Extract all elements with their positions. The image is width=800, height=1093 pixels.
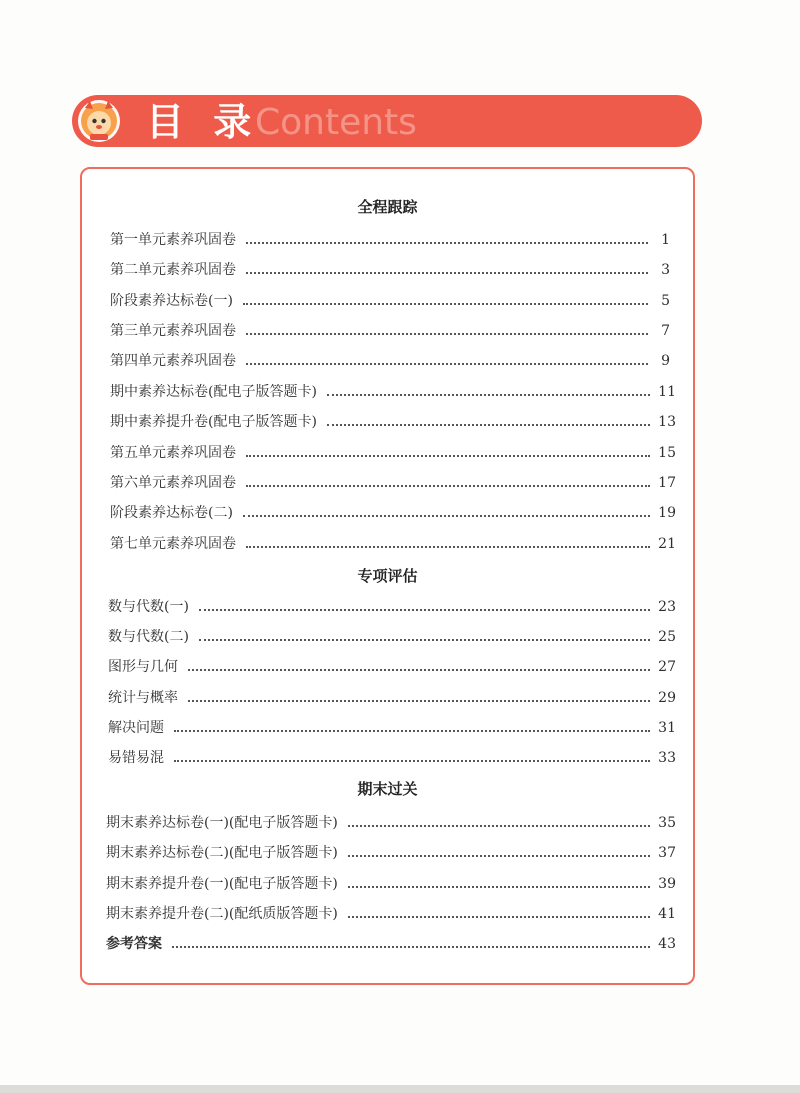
toc-item-label: 数与代数(一) xyxy=(108,599,189,615)
toc-item[interactable] xyxy=(106,843,676,863)
toc-item[interactable] xyxy=(110,260,670,280)
toc-item[interactable] xyxy=(110,382,676,402)
toc-item-label: 第三单元素养巩固卷 xyxy=(110,323,236,339)
toc-item-page: 7 xyxy=(661,323,670,339)
section-heading: 期末过关 xyxy=(357,780,418,798)
toc-item[interactable] xyxy=(110,351,670,371)
leader-dots xyxy=(243,515,650,517)
toc-item-label: 第四单元素养巩固卷 xyxy=(110,353,236,369)
leader-dots xyxy=(246,546,650,548)
toc-item-page: 11 xyxy=(658,384,676,400)
toc-item[interactable] xyxy=(106,904,676,924)
toc-item-page: 25 xyxy=(658,629,676,645)
toc-item-label: 期末素养提升卷(一)(配电子版答题卡) xyxy=(106,876,338,892)
toc-item-label: 第六单元素养巩固卷 xyxy=(110,475,236,491)
toc-item-label: 统计与概率 xyxy=(108,690,178,706)
leader-dots xyxy=(188,700,650,702)
toc-item-page: 15 xyxy=(658,445,676,461)
leader-dots xyxy=(348,825,650,827)
toc-item-label: 期末素养达标卷(一)(配电子版答题卡) xyxy=(106,815,338,831)
toc-item-label: 期末素养达标卷(二)(配电子版答题卡) xyxy=(106,845,338,861)
leader-dots xyxy=(348,916,650,918)
toc-item-page: 9 xyxy=(661,353,670,369)
toc-item-label: 期中素养达标卷(配电子版答题卡) xyxy=(110,384,317,400)
leader-dots xyxy=(174,760,650,762)
toc-item-label: 第五单元素养巩固卷 xyxy=(110,445,236,461)
page-bottom-edge xyxy=(0,1085,800,1093)
toc-item-label: 图形与几何 xyxy=(108,659,178,675)
toc-item[interactable] xyxy=(110,503,676,523)
leader-dots xyxy=(188,669,650,671)
toc-item-page: 35 xyxy=(658,815,676,831)
toc-item-page: 33 xyxy=(658,750,676,766)
toc-item-page: 37 xyxy=(658,845,676,861)
toc-item-label: 期末素养提升卷(二)(配纸质版答题卡) xyxy=(106,906,338,922)
toc-item-page: 3 xyxy=(661,262,670,278)
toc-item-page: 23 xyxy=(658,599,676,615)
leader-dots xyxy=(199,609,650,611)
page-title: 目 录 xyxy=(146,100,260,144)
toc-item-page: 17 xyxy=(658,475,676,491)
toc-item[interactable] xyxy=(110,473,676,493)
leader-dots xyxy=(327,424,650,426)
toc-item[interactable] xyxy=(108,597,676,617)
toc-item-answers[interactable] xyxy=(106,934,676,954)
leader-dots xyxy=(199,639,650,641)
leader-dots xyxy=(246,333,648,335)
toc-item[interactable] xyxy=(106,874,676,894)
toc-item-label: 阶段素养达标卷(二) xyxy=(110,505,233,521)
toc-item-page: 43 xyxy=(658,936,676,952)
toc-item-label: 第七单元素养巩固卷 xyxy=(110,536,236,552)
toc-item[interactable] xyxy=(108,627,676,647)
leader-dots xyxy=(243,303,648,305)
leader-dots xyxy=(246,485,650,487)
toc-item[interactable] xyxy=(108,688,676,708)
toc-item-page: 5 xyxy=(661,293,670,309)
toc-item-label: 第一单元素养巩固卷 xyxy=(110,232,236,248)
toc-item-label: 数与代数(二) xyxy=(108,629,189,645)
page-title-english: Contents xyxy=(255,102,417,143)
toc-item[interactable] xyxy=(106,813,676,833)
toc-item-label: 阶段素养达标卷(一) xyxy=(110,293,233,309)
toc-item-label: 解决问题 xyxy=(108,720,164,736)
toc-item[interactable] xyxy=(110,230,670,250)
section-heading: 专项评估 xyxy=(357,567,418,585)
lion-mascot-icon xyxy=(76,98,136,144)
toc-item-page: 21 xyxy=(658,536,676,552)
toc-item-label: 期中素养提升卷(配电子版答题卡) xyxy=(110,414,317,430)
toc-item-page: 31 xyxy=(658,720,676,736)
toc-item-page: 19 xyxy=(658,505,676,521)
leader-dots xyxy=(246,363,648,365)
toc-item[interactable] xyxy=(110,534,676,554)
toc-item-page: 13 xyxy=(658,414,676,430)
leader-dots xyxy=(172,946,650,948)
toc-item-page: 39 xyxy=(658,876,676,892)
toc-item-page: 41 xyxy=(658,906,676,922)
toc-item[interactable] xyxy=(110,412,676,432)
toc-item-page: 29 xyxy=(658,690,676,706)
leader-dots xyxy=(327,394,650,396)
toc-item[interactable] xyxy=(110,291,670,311)
toc-item-page: 27 xyxy=(658,659,676,675)
toc-item-label: 参考答案 xyxy=(106,936,162,952)
toc-item[interactable] xyxy=(110,443,676,463)
section-heading: 全程跟踪 xyxy=(357,198,418,216)
toc-item-label: 易错易混 xyxy=(108,750,164,766)
toc-item[interactable] xyxy=(108,718,676,738)
toc-item[interactable] xyxy=(110,321,670,341)
toc-item[interactable] xyxy=(108,748,676,768)
leader-dots xyxy=(246,242,648,244)
toc-item-label: 第二单元素养巩固卷 xyxy=(110,262,236,278)
toc-item[interactable] xyxy=(108,657,676,677)
leader-dots xyxy=(246,272,648,274)
leader-dots xyxy=(348,855,650,857)
toc-item-page: 1 xyxy=(661,232,670,248)
leader-dots xyxy=(246,455,650,457)
leader-dots xyxy=(174,730,650,732)
leader-dots xyxy=(348,886,650,888)
